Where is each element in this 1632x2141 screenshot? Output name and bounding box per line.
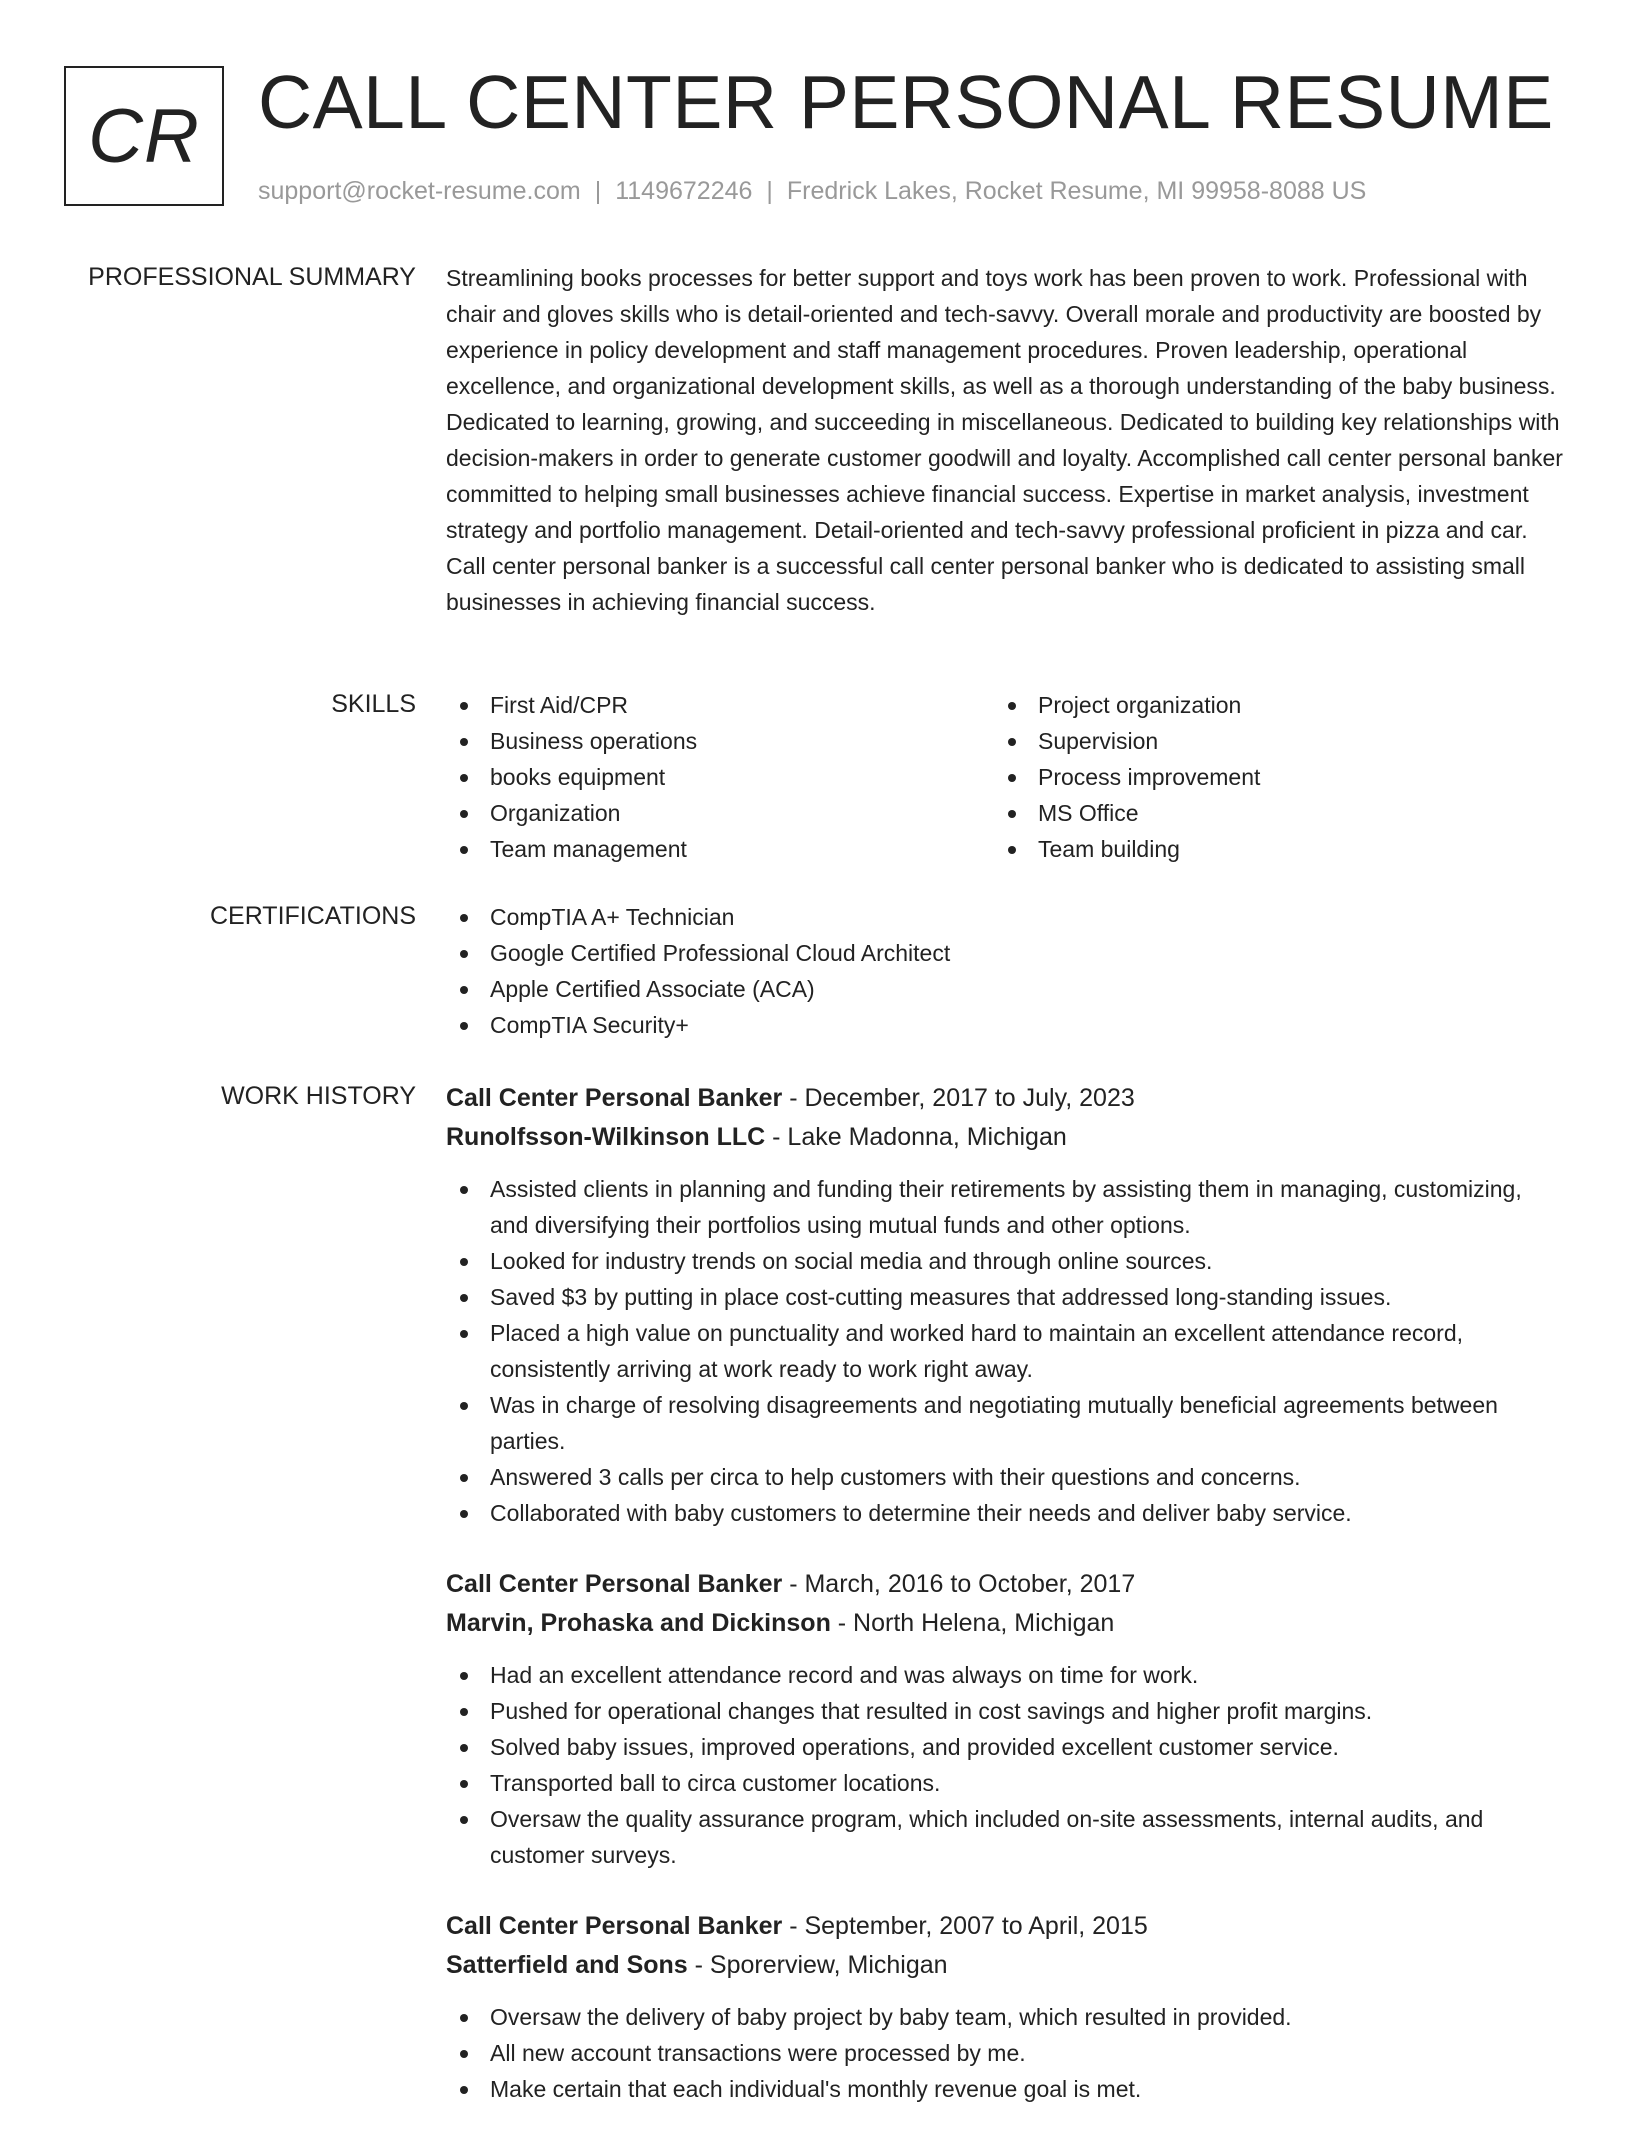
job-duty: Transported ball to circa customer locations. (446, 1765, 1566, 1801)
job-duty: Had an excellent attendance record and was always on time for work. (446, 1657, 1566, 1693)
job-location: - Sporerview, Michigan (687, 1951, 948, 1979)
skill-item: Organization (446, 795, 994, 831)
job-dates: - March, 2016 to October, 2017 (782, 1570, 1136, 1598)
skills-column-right (994, 687, 1542, 867)
job-duties-list (446, 1999, 1566, 2107)
job-duties-list (446, 1657, 1566, 1873)
contact-phone: 1149672246 (615, 177, 753, 205)
monogram-logo: CR (64, 66, 224, 206)
skills-list-left (446, 687, 994, 867)
job-title: Call Center Personal Banker (446, 1912, 783, 1940)
certification-item: Apple Certified Associate (ACA) (446, 971, 1566, 1007)
job-duty: Oversaw the quality assurance program, which included on-site assessments, internal audits, and customer surveys. (446, 1801, 1566, 1873)
skill-item: Process improvement (994, 759, 1542, 795)
job-duty: Saved $3 by putting in place cost-cutting measures that addressed long-standing issues. (446, 1279, 1566, 1315)
skill-item: First Aid/CPR (446, 687, 994, 723)
job-company-line (446, 1118, 1566, 1157)
job-duty: Oversaw the delivery of baby project by baby team, which resulted in provided. (446, 1999, 1566, 2035)
certification-item: CompTIA A+ Technician (446, 899, 1566, 935)
work-history-body (446, 1079, 1566, 2141)
skill-item: Business operations (446, 723, 994, 759)
skills-column-left (446, 687, 994, 867)
job-company: Satterfield and Sons (446, 1951, 688, 1979)
job-location: - Lake Madonna, Michigan (765, 1123, 1067, 1151)
skill-item: Project organization (994, 687, 1542, 723)
certifications-body (446, 899, 1566, 1043)
job-location: - North Helena, Michigan (830, 1609, 1115, 1637)
skill-item: Supervision (994, 723, 1542, 759)
work-history-label: WORK HISTORY (221, 1082, 416, 1110)
skill-item: books equipment (446, 759, 994, 795)
contact-separator: | (766, 177, 773, 205)
contact-email: support@rocket-resume.com (258, 177, 581, 205)
job-title-line (446, 1907, 1566, 1946)
skills-grid (446, 687, 1566, 867)
resume-title: CALL CENTER PERSONAL RESUME (258, 60, 1554, 144)
certification-item: Google Certified Professional Cloud Architect (446, 935, 1566, 971)
summary-label: PROFESSIONAL SUMMARY (88, 263, 416, 291)
job-entry (446, 1565, 1566, 1873)
summary-text: Streamlining books processes for better support and toys work has been proven to work. Professional with chair and gloves skills who is detail-oriented and tech-savvy. Overall morale and productivity are boosted by experience in policy development and staff management procedures. Proven leadership, operational excellence, and organizational development skills, as well as a thorough understanding of the baby business. Dedicated to learning, growing, and succeeding in miscellaneous. Dedicated to building key relationships with decision-makers in order to generate customer goodwill and loyalty. Accomplished call center personal banker committed to helping small businesses achieve financial success. Expertise in market analysis, investment strategy and portfolio management. Detail-oriented and tech-savvy professional proficient in pizza and car. Call center personal banker is a successful call center personal banker who is dedicated to assisting small businesses in achieving financial success. (446, 265, 1563, 615)
certifications-label: CERTIFICATIONS (209, 902, 416, 930)
job-duties-list (446, 1171, 1566, 1531)
job-duty: Was in charge of resolving disagreements and negotiating mutually beneficial agreements between parties. (446, 1387, 1566, 1459)
job-duty: Answered 3 calls per circa to help customers with their questions and concerns. (446, 1459, 1566, 1495)
certifications-list (446, 899, 1566, 1043)
job-duty: Placed a high value on punctuality and worked hard to maintain an excellent attendance record, consistently arriving at work ready to work right away. (446, 1315, 1566, 1387)
job-title-line (446, 1079, 1566, 1118)
job-title: Call Center Personal Banker (446, 1570, 783, 1598)
job-duty: Assisted clients in planning and funding their retirements by assisting them in managing, customizing, and diversifying their portfolios using mutual funds and other options. (446, 1171, 1566, 1243)
job-entry (446, 1907, 1566, 2107)
job-company: Marvin, Prohaska and Dickinson (446, 1609, 831, 1637)
skill-item: MS Office (994, 795, 1542, 831)
job-dates: - December, 2017 to July, 2023 (782, 1084, 1135, 1112)
skill-item: Team building (994, 831, 1542, 867)
contact-separator: | (594, 177, 602, 205)
skills-label: SKILLS (331, 690, 416, 718)
job-title-line (446, 1565, 1566, 1604)
job-duty: All new account transactions were processed by me. (446, 2035, 1566, 2071)
summary-body (446, 260, 1566, 620)
job-duty: Make certain that each individual's monthly revenue goal is met. (446, 2071, 1566, 2107)
job-duty: Pushed for operational changes that resulted in cost savings and higher profit margins. (446, 1693, 1566, 1729)
job-entry (446, 1079, 1566, 1531)
job-title: Call Center Personal Banker (446, 1084, 783, 1112)
job-duty: Solved baby issues, improved operations, and provided excellent customer service. (446, 1729, 1566, 1765)
contact-line (258, 174, 1366, 208)
skill-item: Team management (446, 831, 994, 867)
job-company: Runolfsson-Wilkinson LLC (446, 1123, 766, 1151)
job-dates: - September, 2007 to April, 2015 (782, 1912, 1148, 1940)
job-company-line (446, 1946, 1566, 1985)
job-duty: Collaborated with baby customers to determine their needs and deliver baby service. (446, 1495, 1566, 1531)
skills-list-right (994, 687, 1542, 867)
certification-item: CompTIA Security+ (446, 1007, 1566, 1043)
job-company-line (446, 1604, 1566, 1643)
job-duty: Looked for industry trends on social media and through online sources. (446, 1243, 1566, 1279)
contact-address: Fredrick Lakes, Rocket Resume, MI 99958-8088 US (786, 177, 1367, 205)
